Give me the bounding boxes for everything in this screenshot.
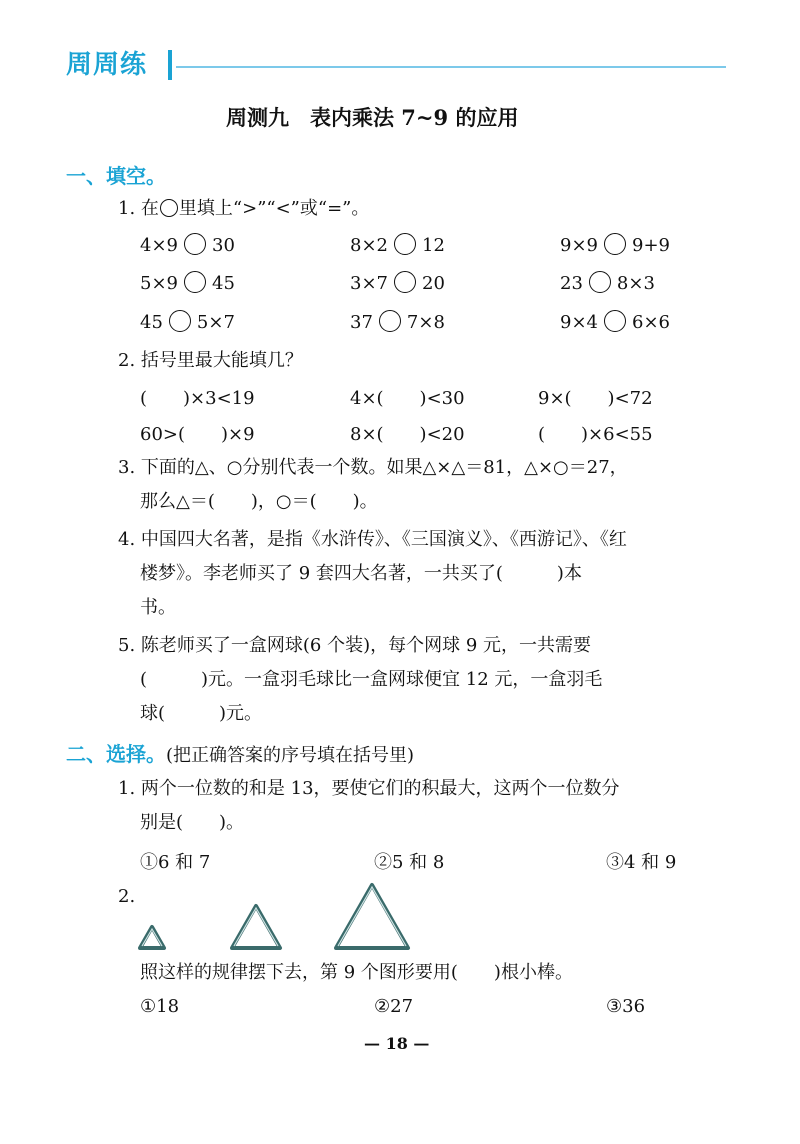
- question-1-1-prefix: 1. 在: [118, 198, 159, 219]
- choice-2-1-option-2[interactable]: ②5 和 8: [374, 852, 445, 873]
- stick-triangles-figure: [130, 878, 420, 958]
- section-choice-note: (把正确答案的序号填在括号里): [166, 745, 415, 766]
- header-title: 周周练: [66, 50, 148, 80]
- choice-2-2-option-3[interactable]: ③36: [606, 996, 646, 1017]
- triangle-2-highlight-icon: [234, 908, 278, 946]
- q2-r0-c2[interactable]: 9×( )<72: [538, 388, 653, 409]
- comparison-right: 7×8: [406, 312, 445, 333]
- comparison-right: 6×6: [632, 312, 670, 333]
- comparison-item[interactable]: [350, 271, 445, 294]
- question-2-1-line1: 1. 两个一位数的和是 13，要使它们的积最大，这两个一位数分: [118, 778, 620, 799]
- page-number: — 18 —: [364, 1034, 430, 1053]
- comparison-right: 12: [422, 235, 445, 256]
- comparison-left: 8×2: [350, 235, 388, 256]
- comparison-right: 30: [212, 235, 235, 256]
- comparison-right: 8×3: [616, 273, 655, 294]
- comparison-item[interactable]: [350, 233, 445, 256]
- comparison-right: 20: [422, 273, 445, 294]
- comparison-item[interactable]: [560, 233, 670, 256]
- comparison-circle-icon[interactable]: [589, 271, 611, 293]
- q2-r0-c1[interactable]: 4×( )<30: [350, 388, 465, 409]
- question-1-4-line1: 4. 中国四大名著，是指《水浒传》、《三国演义》、《西游记》、《红: [118, 529, 627, 550]
- question-1-5-line3[interactable]: 球( )元。: [140, 703, 263, 724]
- question-2-2-label: 2.: [118, 886, 136, 907]
- comparison-item[interactable]: [140, 310, 235, 333]
- comparison-item[interactable]: [350, 310, 445, 333]
- comparison-circle-icon[interactable]: [394, 271, 416, 293]
- comparison-left: 23: [560, 273, 583, 294]
- q2-r1-c2[interactable]: ( )×6<55: [538, 424, 653, 445]
- comparison-circle-icon[interactable]: [604, 233, 626, 255]
- section-choice-title-text: 二、选择。: [66, 742, 166, 766]
- triangle-2-icon: [232, 906, 280, 948]
- question-1-3-line1: 3. 下面的△、○分别代表一个数。如果△×△＝81，△×○＝27，: [118, 457, 628, 478]
- comparison-right: 9+9: [632, 235, 670, 256]
- triangle-3-icon: [336, 885, 408, 948]
- circle-blank-icon: [160, 199, 178, 217]
- header-rule: [176, 66, 726, 68]
- choice-2-2-option-2[interactable]: ②27: [374, 996, 414, 1017]
- choice-2-2-option-1[interactable]: ①18: [140, 996, 180, 1017]
- section-fill-blank-title: 一、填空。: [66, 164, 166, 188]
- q2-r1-c1[interactable]: 8×( )<20: [350, 424, 465, 445]
- comparison-left: 3×7: [350, 273, 388, 294]
- comparison-left: 4×9: [140, 235, 178, 256]
- comparison-left: 9×4: [560, 312, 598, 333]
- comparison-right: 45: [212, 273, 235, 294]
- question-1-2: 2. 括号里最大能填几？: [118, 350, 303, 371]
- comparison-item[interactable]: [560, 271, 655, 294]
- comparison-right: 5×7: [196, 312, 235, 333]
- q2-r1-c0[interactable]: 60>( )×9: [140, 424, 255, 445]
- comparison-circle-icon[interactable]: [604, 310, 626, 332]
- comparison-left: 5×9: [140, 273, 178, 294]
- q2-r0-c0[interactable]: ( )×3<19: [140, 388, 255, 409]
- comparison-item[interactable]: [140, 233, 235, 256]
- comparison-left: 45: [140, 312, 163, 333]
- question-1-3-line2[interactable]: 那么△＝( )，○＝( )。: [140, 491, 378, 512]
- header-accent-bar: [168, 50, 172, 80]
- comparison-left: 37: [350, 312, 373, 333]
- page-title: 周测九 表内乘法 7~9 的应用: [226, 105, 519, 130]
- choice-2-1-option-1[interactable]: ①6 和 7: [140, 852, 211, 873]
- triangle-3-highlight-icon: [338, 887, 406, 946]
- comparison-circle-icon[interactable]: [379, 310, 401, 332]
- question-2-1-line2[interactable]: 别是( )。: [140, 812, 245, 833]
- question-2-2-text[interactable]: 照这样的规律摆下去，第 9 个图形要用( )根小棒。: [140, 962, 573, 983]
- comparison-item[interactable]: [140, 271, 235, 294]
- comparison-item[interactable]: [560, 310, 670, 333]
- question-1-5-line2[interactable]: ( )元。一盒羽毛球比一盒网球便宜 12 元，一盒羽毛: [140, 669, 603, 690]
- comparison-circle-icon[interactable]: [169, 310, 191, 332]
- comparison-circle-icon[interactable]: [394, 233, 416, 255]
- comparison-circle-icon[interactable]: [184, 233, 206, 255]
- question-1-5-line1: 5. 陈老师买了一盒网球(6 个装)，每个网球 9 元，一共需要: [118, 635, 592, 656]
- question-1-1-suffix: 里填上“>”“<”或“=”。: [178, 198, 370, 219]
- section-choice-title: [66, 738, 414, 767]
- comparison-circle-icon[interactable]: [184, 271, 206, 293]
- question-1-1: [118, 196, 369, 222]
- comparison-left: 9×9: [560, 235, 598, 256]
- question-1-4-line3: 书。: [140, 597, 176, 618]
- question-1-4-line2[interactable]: 楼梦》。李老师买了 9 套四大名著，一共买了( )本: [140, 563, 582, 584]
- choice-2-1-option-3[interactable]: ③4 和 9: [606, 852, 677, 873]
